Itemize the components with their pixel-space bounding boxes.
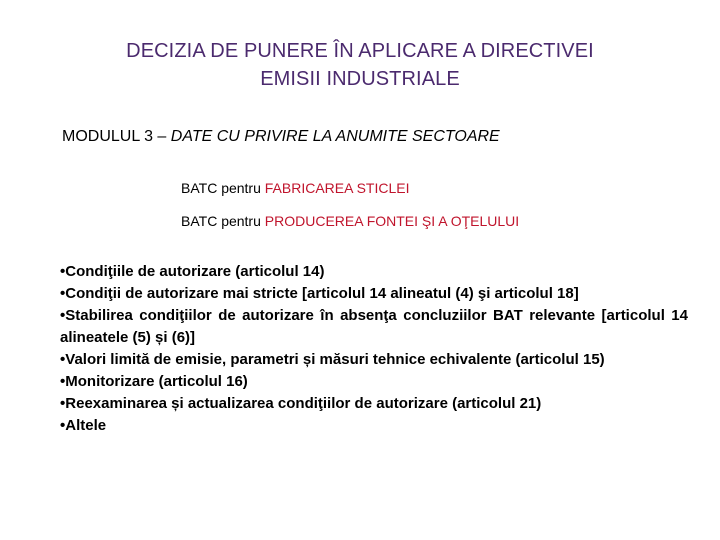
page-title <box>40 37 680 93</box>
batc-prefix: BATC pentru <box>181 180 265 196</box>
bullet-marker: • <box>60 285 66 302</box>
module-subtitle: DATE CU PRIVIRE LA ANUMITE SECTOARE <box>170 128 500 145</box>
list-item <box>60 415 688 437</box>
list-item <box>60 305 688 349</box>
bullet-marker: • <box>60 351 66 368</box>
batc-sector: FABRICAREA STICLEI <box>264 180 410 196</box>
title-line-2: EMISII INDUSTRIALE <box>260 68 460 90</box>
list-item <box>60 393 688 415</box>
list-item <box>60 261 688 283</box>
list-item-text: Condiţiile de autorizare (articolul 14) <box>65 263 325 280</box>
list-item-text: Stabilirea condiţiilor de autorizare în absenţa concluziilor BAT relevante [articolul 14 alineatele (5) și (6)] <box>60 307 688 346</box>
list-item-text: Monitorizare (articolul 16) <box>65 373 248 390</box>
batc-sector: PRODUCEREA FONTEI ŞI A OŢELULUI <box>264 213 520 229</box>
list-item-text: Altele <box>65 417 107 434</box>
list-item-text: Condiţii de autorizare mai stricte [articolul 14 alineatul (4) şi articolul 18] <box>65 285 579 302</box>
batc-item-iron-steel <box>181 211 519 231</box>
bullet-marker: • <box>60 307 66 324</box>
list-item <box>60 349 688 371</box>
bullet-marker: • <box>60 395 66 412</box>
list-item-text: Valori limită de emisie, parametri și măsuri tehnice echivalente (articolul 15) <box>65 351 605 368</box>
title-line-1: DECIZIA DE PUNERE ÎN APLICARE A DIRECTIVEI <box>126 40 594 62</box>
bullet-list <box>60 261 688 437</box>
list-item <box>60 283 688 305</box>
batc-prefix: BATC pentru <box>181 213 265 229</box>
module-heading <box>62 126 500 148</box>
bullet-marker: • <box>60 373 66 390</box>
bullet-marker: • <box>60 417 66 434</box>
list-item <box>60 371 688 393</box>
list-item-text: Reexaminarea și actualizarea condiţiilor de autorizare (articolul 21) <box>65 395 542 412</box>
module-prefix: MODULUL 3 – <box>62 128 171 145</box>
bullet-marker: • <box>60 263 66 280</box>
batc-item-glass <box>181 178 410 198</box>
